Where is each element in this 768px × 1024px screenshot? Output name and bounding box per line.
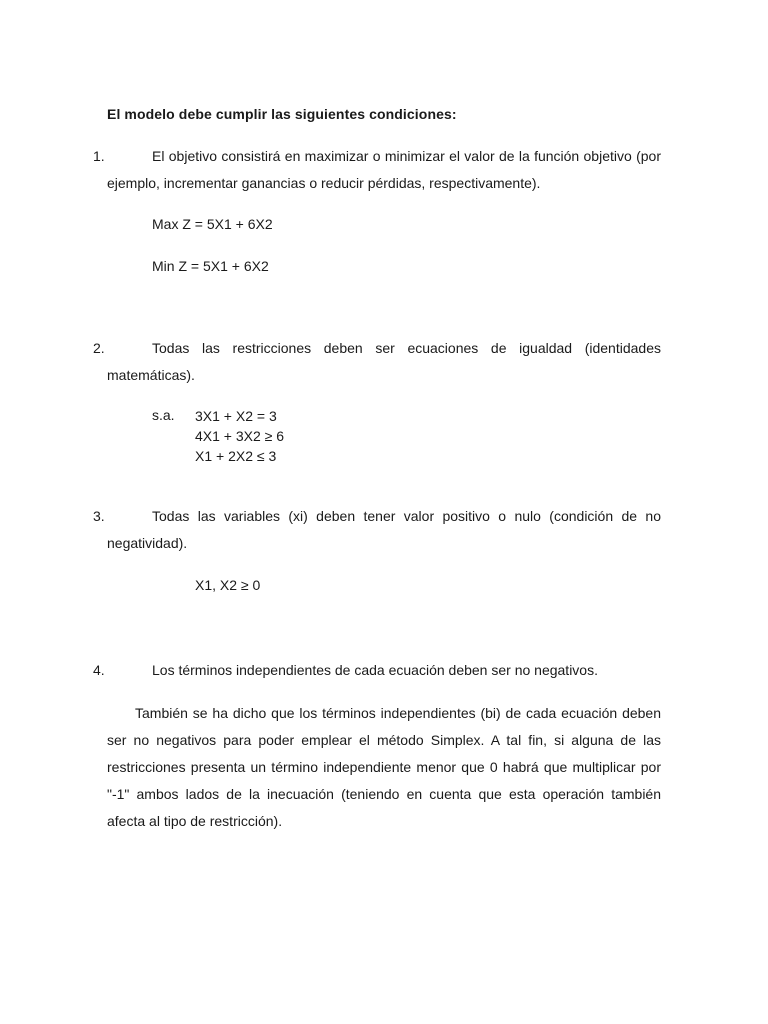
constraint-line: 4X1 + 3X2 ≥ 6 bbox=[195, 428, 285, 444]
formula-max: Max Z = 5X1 + 6X2 bbox=[152, 216, 273, 232]
non-negativity-condition: X1, X2 ≥ 0 bbox=[195, 577, 261, 593]
list-number: 4. bbox=[93, 662, 105, 678]
constraints-label: s.a. bbox=[152, 407, 175, 423]
list-item-text: El objetivo consistirá en maximizar o minimizar el valor de la función objetivo (por ejemplo, incrementar ganancias o reducir pérdidas, respectivamente). bbox=[107, 148, 661, 191]
list-item-1 bbox=[93, 143, 661, 197]
list-item-3 bbox=[93, 503, 661, 557]
constraints-block bbox=[195, 406, 284, 466]
list-item-text: Los términos independientes de cada ecuación deben ser no negativos. bbox=[152, 662, 598, 678]
list-number: 2. bbox=[93, 340, 105, 356]
list-item-2 bbox=[93, 335, 661, 389]
list-item-4 bbox=[93, 657, 661, 684]
list-number: 3. bbox=[93, 508, 105, 524]
formula-min: Min Z = 5X1 + 6X2 bbox=[152, 258, 269, 274]
section-heading: El modelo debe cumplir las siguientes condiciones: bbox=[107, 106, 457, 122]
list-number: 1. bbox=[93, 148, 105, 164]
constraint-line: 3X1 + X2 = 3 bbox=[195, 408, 277, 424]
closing-paragraph: También se ha dicho que los términos independientes (bi) de cada ecuación deben ser no negativos para poder emplear el método Simplex. A tal fin, si alguna de las restricciones presenta un término independiente menor que 0 habrá que multiplicar por "-1" ambos lados de la inecuación (teniendo en cuenta que esta operación también afecta al tipo de restricción). bbox=[107, 705, 661, 829]
list-item-text: Todas las restricciones deben ser ecuaciones de igualdad (identidades matemáticas). bbox=[107, 340, 661, 383]
constraint-line: X1 + 2X2 ≤ 3 bbox=[195, 448, 277, 464]
list-item-text: Todas las variables (xi) deben tener valor positivo o nulo (condición de no negatividad). bbox=[107, 508, 661, 551]
